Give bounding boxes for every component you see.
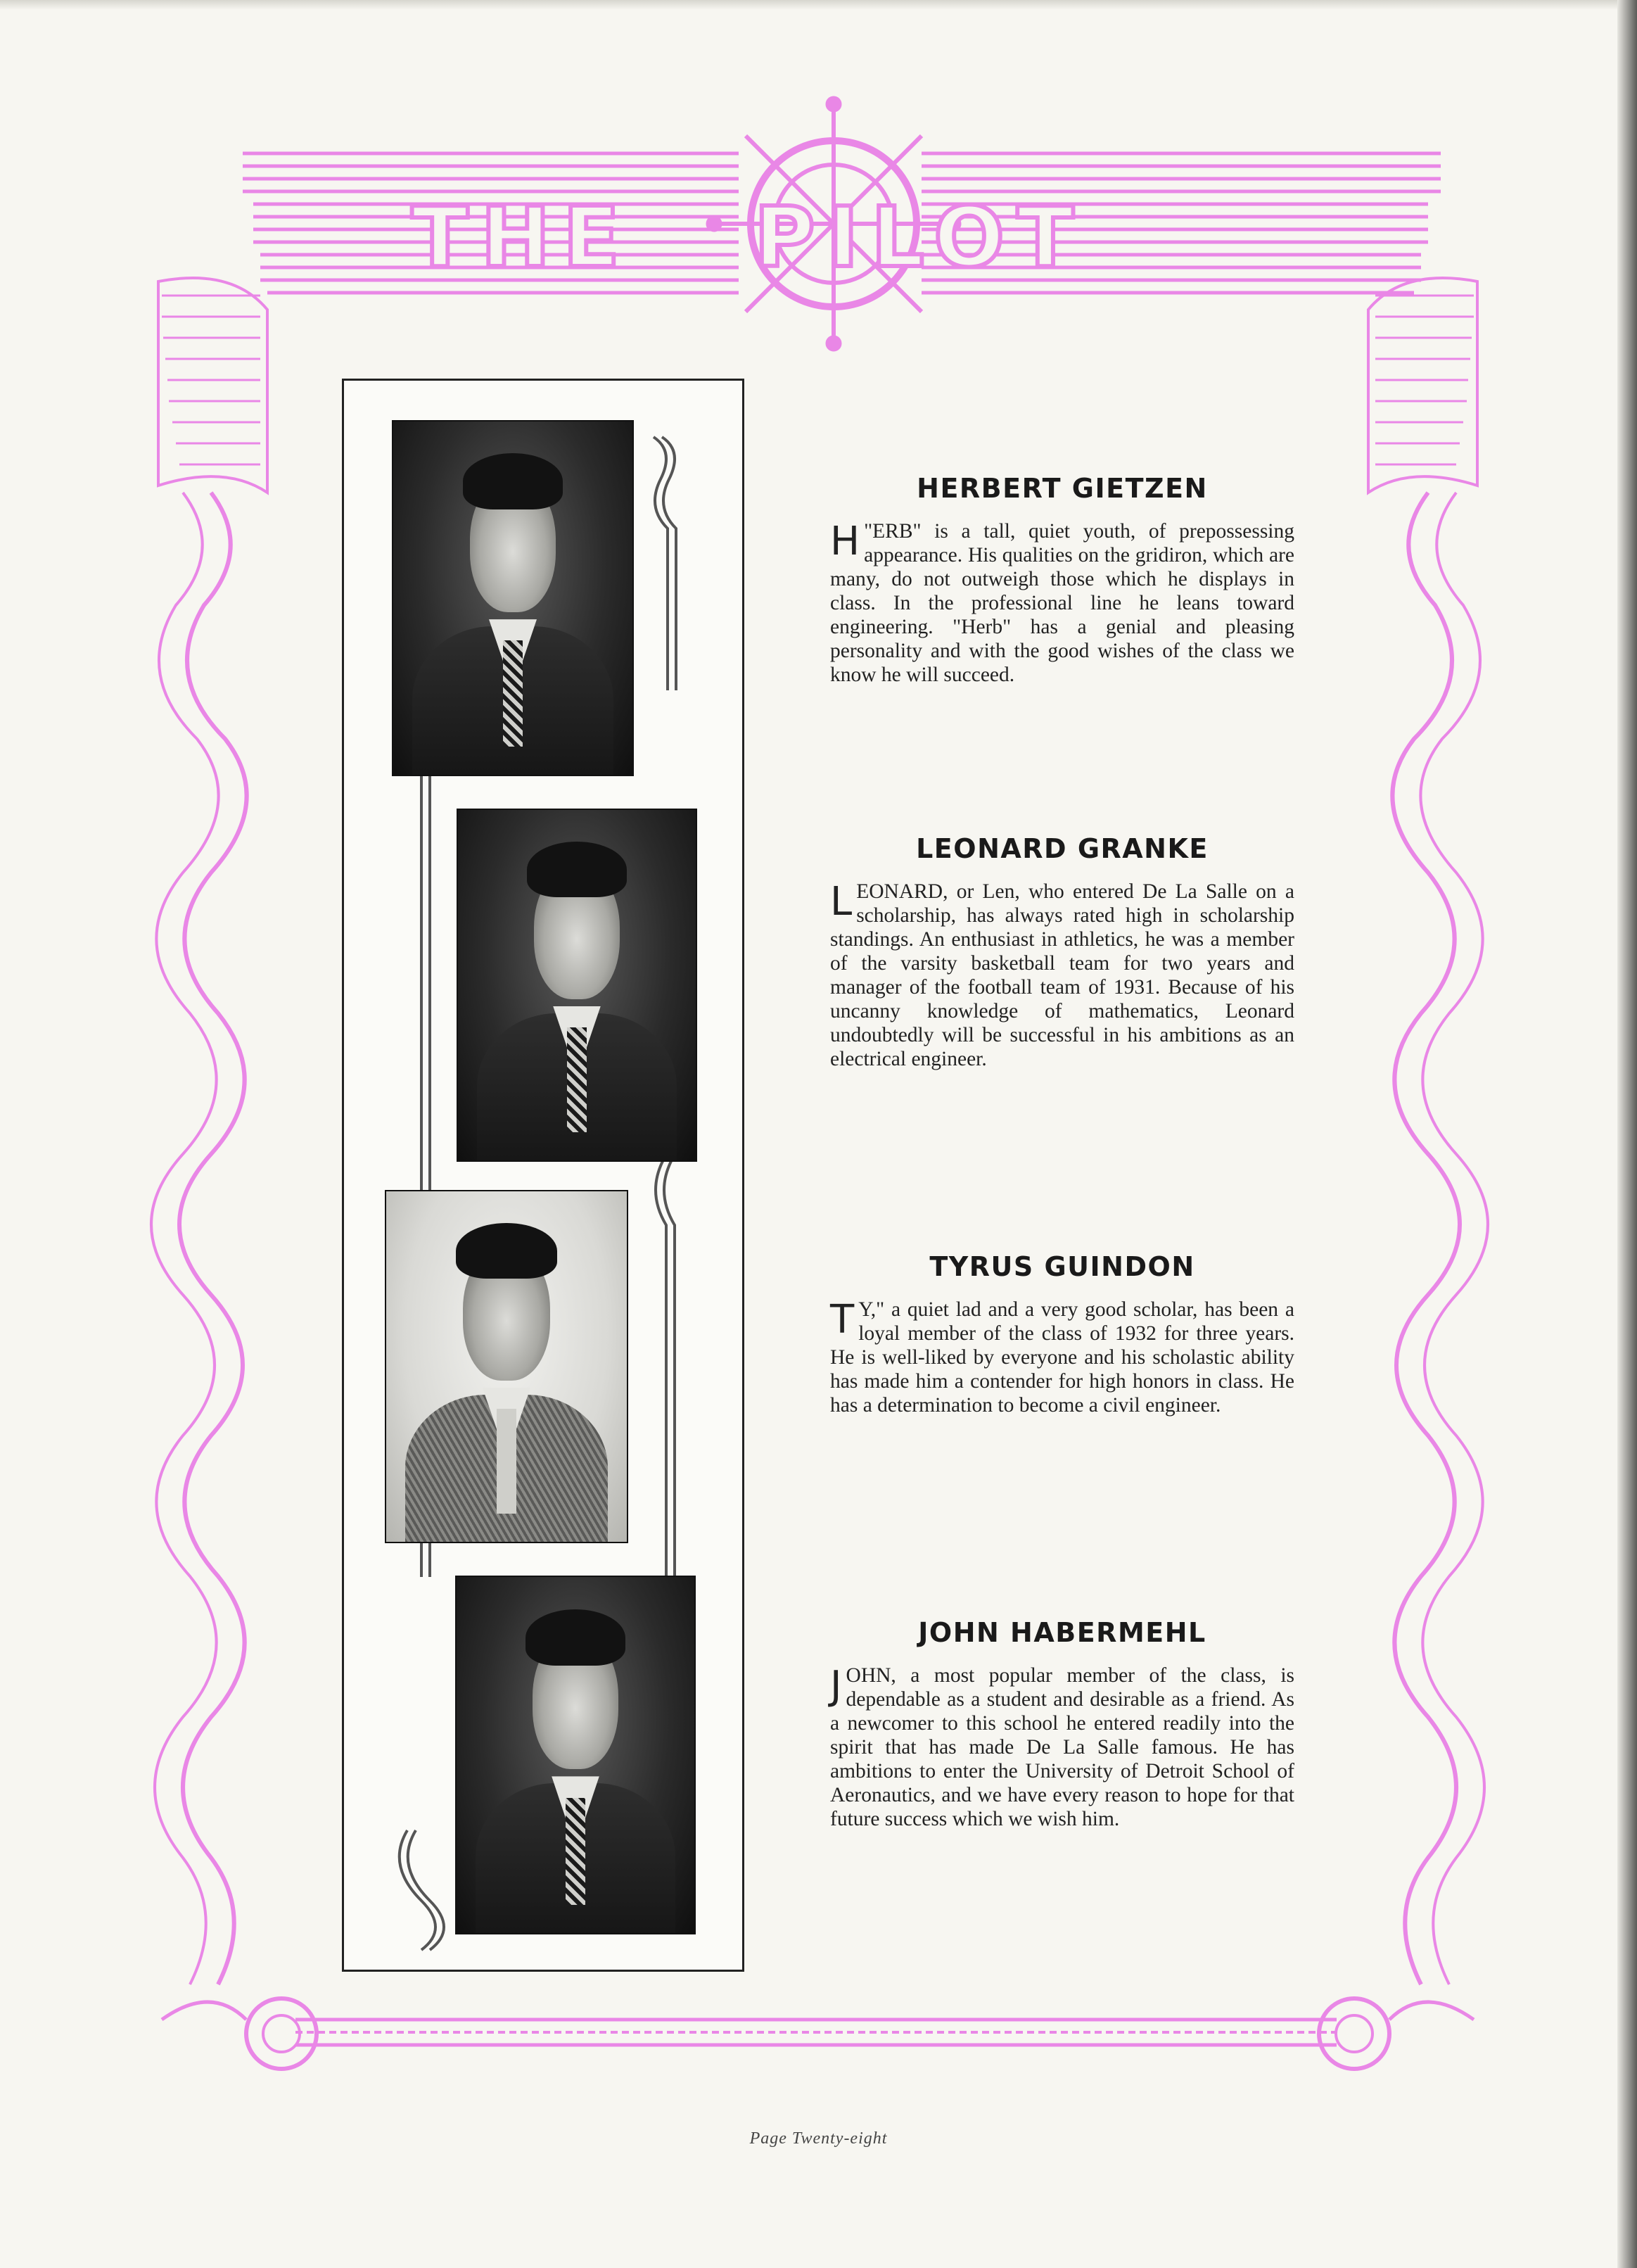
drop-cap: J — [830, 1663, 842, 1709]
portrait-photo-gietzen — [392, 420, 634, 776]
entry-granke — [830, 833, 1294, 1071]
entry-bio — [830, 1298, 1294, 1417]
entry-gietzen — [830, 473, 1294, 687]
left-wavy-border — [179, 493, 247, 1984]
masthead-pilot: PILOT — [754, 189, 1087, 286]
drop-cap: L — [830, 879, 853, 925]
entry-bio-text: OHN, a most popular member of the class, is dependable as a student and desirable as a friend. As a newcomer to this school he entered readily into the spirit that has made De La Salle famous. He has ambitions to enter the University of Detroit School of Aeronautics, and we have every reason to hope for that future success which we wish him. — [830, 1664, 1294, 1830]
portrait-photo-granke — [457, 809, 697, 1162]
drop-cap: H — [830, 519, 860, 564]
bottom-scroll — [162, 1998, 1474, 2069]
right-wavy-border — [1392, 493, 1460, 1984]
entry-name: HERBERT GIETZEN — [917, 473, 1208, 504]
portrait-photo-guindon — [385, 1190, 628, 1543]
entry-habermehl — [830, 1617, 1294, 1831]
entry-bio-text: "ERB" is a tall, quiet youth, of prepossessing appearance. His qualities on the gridiron, which are many, do not outweigh those which he displays in class. In the professional line he leans toward engineering. "Herb" has a genial and pleasing personality and with the good wishes of the class we know he will succeed. — [830, 520, 1294, 686]
portrait-photo-habermehl — [455, 1576, 696, 1934]
entry-bio-text: EONARD, or Len, who entered De La Salle on a scholarship, has always rated high in scholarship standings. An enthusiast in athletics, he was a member of the varsity basketball team for two years and manager of the football team of 1931. Because of his uncanny knowledge of mathematics, Leonard undoubtedly will be successful in his ambitions as an electrical engineer. — [830, 880, 1294, 1070]
drop-cap: T — [830, 1297, 855, 1343]
page-number: Page Twenty-eight — [749, 2129, 888, 2148]
photo-panel — [342, 379, 744, 1972]
entry-name: TYRUS GUINDON — [929, 1251, 1195, 1282]
entry-name: JOHN HABERMEHL — [918, 1617, 1206, 1648]
entry-bio-text: Y," a quiet lad and a very good scholar, has been a loyal member of the class of 1932 for three years. He is well-liked by everyone and his scholastic ability has made him a contender for high honors in class. He has a determination to become a civil engineer. — [830, 1298, 1294, 1417]
entry-guindon — [830, 1251, 1294, 1417]
entry-name: LEONARD GRANKE — [916, 833, 1209, 864]
entry-bio — [830, 880, 1294, 1071]
entry-bio — [830, 1664, 1294, 1831]
entry-bio — [830, 519, 1294, 687]
masthead-the: THE — [412, 189, 632, 286]
